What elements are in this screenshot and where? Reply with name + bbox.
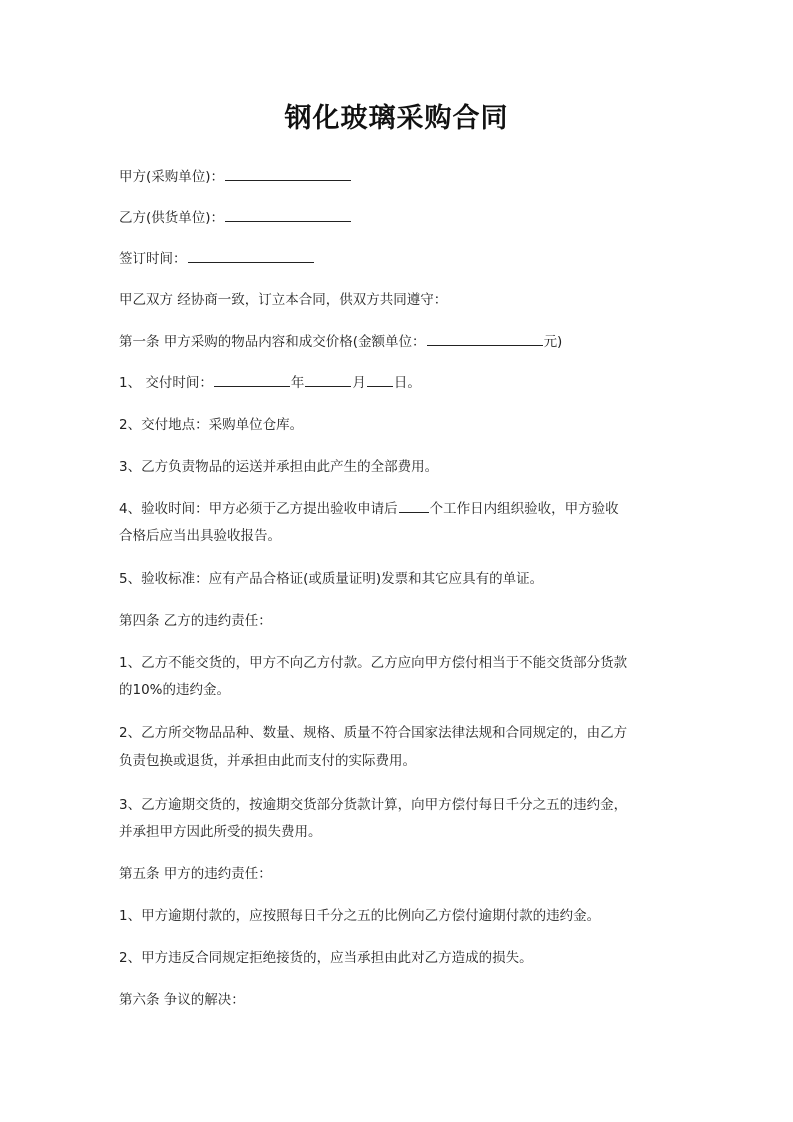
acceptance-days-blank[interactable] <box>399 500 429 513</box>
party-b-line <box>119 205 679 232</box>
delivery-time-label: 1、 交付时间： <box>119 375 213 391</box>
article4-item3-line2: 并承担甲方因此所受的损失费用。 <box>119 824 322 840</box>
article4-item1-line2: 的10%的违约金。 <box>119 682 231 698</box>
article4-item1-line1: 1、乙方不能交货的，甲方不向乙方付款。乙方应向甲方偿付相当于不能交货部分货款 <box>119 655 628 671</box>
article1-item1 <box>119 370 679 397</box>
article1-item5: 5、验收标准：应有产品合格证(或质量证明)发票和其它应具有的单证。 <box>119 571 544 587</box>
party-a-label: 甲方(采购单位)： <box>119 169 225 185</box>
month-label: 月 <box>352 375 366 391</box>
party-a-blank[interactable] <box>225 168 351 181</box>
sign-date-label: 签订时间： <box>119 251 187 267</box>
article1-item2: 2、交付地点：采购单位仓库。 <box>119 417 304 433</box>
article5-item1: 1、甲方逾期付款的，应按照每日千分之五的比例向乙方偿付逾期付款的违约金。 <box>119 908 601 924</box>
article1-item3: 3、乙方负责物品的运送并承担由此产生的全部费用。 <box>119 459 439 475</box>
delivery-month-blank[interactable] <box>305 374 351 387</box>
article4-item2-line2: 负责包换或退货，并承担由此而支付的实际费用。 <box>119 753 416 769</box>
article1-heading-text: 第一条 甲方采购的物品内容和成交价格(金额单位： <box>119 334 426 350</box>
article1-heading-tail: 元) <box>543 334 563 350</box>
article1-item4-line1 <box>119 496 679 523</box>
acceptance-time-tail: 个工作日内组织验收，甲方验收 <box>429 501 619 517</box>
year-label: 年 <box>290 375 305 391</box>
sign-date-blank[interactable] <box>188 250 314 263</box>
party-a-line <box>119 164 679 191</box>
sign-date-line <box>119 246 679 273</box>
article5-heading: 第五条 甲方的违约责任： <box>119 866 272 882</box>
party-b-label: 乙方(供货单位)： <box>119 210 225 226</box>
article5-item2: 2、甲方违反合同规定拒绝接货的，应当承担由此对乙方造成的损失。 <box>119 950 533 966</box>
article4-heading: 第四条 乙方的违约责任： <box>119 613 272 629</box>
delivery-day-blank[interactable] <box>367 374 393 387</box>
acceptance-time-text: 4、验收时间：甲方必须于乙方提出验收申请后 <box>119 501 398 517</box>
delivery-year-blank[interactable] <box>214 374 290 387</box>
article1-item4-line2: 合格后应当出具验收报告。 <box>119 528 281 544</box>
article4-item3-line1: 3、乙方逾期交货的，按逾期交货部分货款计算，向甲方偿付每日千分之五的违约金， <box>119 797 628 813</box>
amount-unit-blank[interactable] <box>427 333 543 346</box>
article4-item2-line1: 2、乙方所交物品品种、数量、规格、质量不符合国家法律法规和合同规定的，由乙方 <box>119 725 628 741</box>
document-title: 钢化玻璃采购合同 <box>284 103 509 134</box>
preamble: 甲乙双方 经协商一致，订立本合同，供双方共同遵守： <box>119 292 448 308</box>
day-label: 日。 <box>393 375 421 391</box>
article6-heading: 第六条 争议的解决： <box>119 992 245 1008</box>
article1-heading <box>119 329 679 356</box>
party-b-blank[interactable] <box>225 209 351 222</box>
